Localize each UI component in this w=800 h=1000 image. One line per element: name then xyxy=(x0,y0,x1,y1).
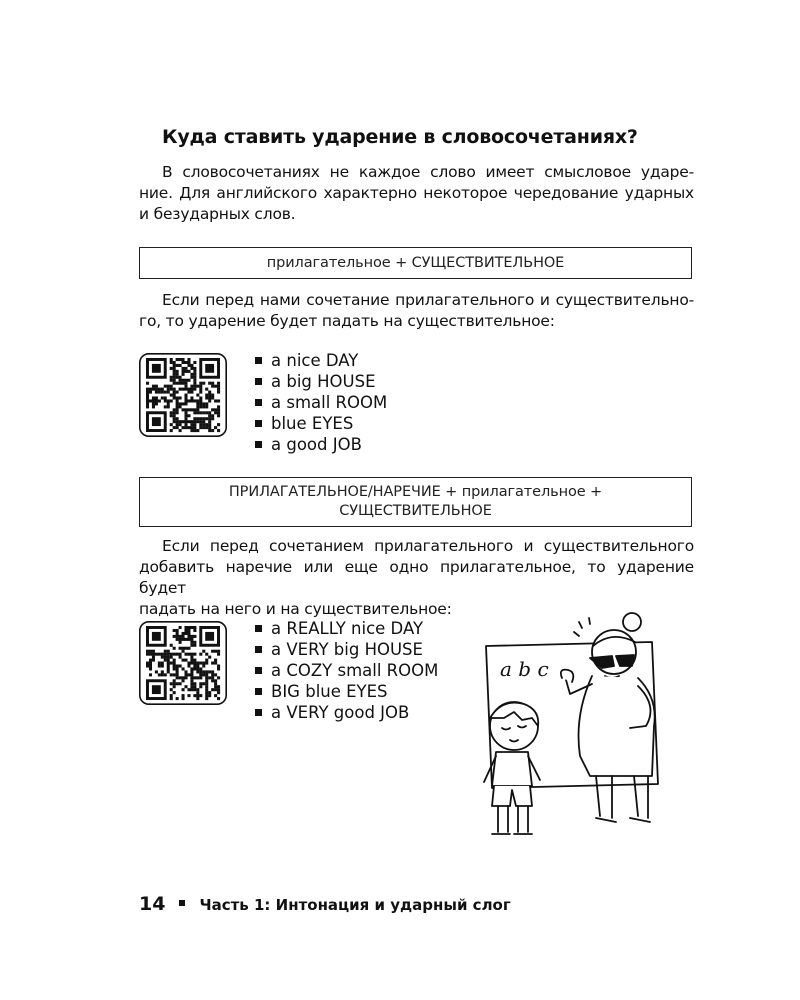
example-item: a VERY big HOUSE xyxy=(252,639,438,660)
boy-body xyxy=(492,752,532,786)
intro-line-1: В словосочетаниях не каждое слово имеет смысловое ударе- xyxy=(162,163,694,181)
example-item: a good JOB xyxy=(252,434,387,455)
intro-line-2: ние. Для английского характерно некоторое чередование ударных xyxy=(139,184,694,202)
rule-2-line-2: СУЩЕСТВИТЕЛЬНОЕ xyxy=(339,503,492,519)
footer-square-icon xyxy=(179,900,185,906)
teacher-and-boy-illustration xyxy=(462,606,677,846)
rule-1-paragraph xyxy=(139,290,694,332)
rule-1-line-2: го, то ударение будет падать на существительное: xyxy=(139,312,555,330)
example-item: a COZY small ROOM xyxy=(252,660,438,681)
board-letters: a b c xyxy=(500,657,549,681)
teacher-bun xyxy=(623,613,641,631)
example-item: a VERY good JOB xyxy=(252,702,438,723)
example-item: BIG blue EYES xyxy=(252,681,438,702)
rule-1-line-1: Если перед нами сочетание прилагательного и существительно- xyxy=(162,291,694,309)
rule-box-2 xyxy=(139,477,692,527)
example-item: a big HOUSE xyxy=(252,371,387,392)
sunglasses xyxy=(590,656,614,668)
page-number: 14 xyxy=(139,893,166,915)
qr-code-2[interactable] xyxy=(139,621,227,705)
intro-paragraph xyxy=(139,162,694,225)
rule-1-text: прилагательное + СУЩЕСТВИТЕЛЬНОЕ xyxy=(266,255,565,271)
examples-list-1 xyxy=(252,350,387,455)
qr-code-1[interactable] xyxy=(139,353,227,437)
part-title: Часть 1: Интонация и ударный слог xyxy=(199,896,511,914)
example-item: a small ROOM xyxy=(252,392,387,413)
rule-2-line-a: Если перед сочетанием прилагательного и существительного xyxy=(162,537,694,555)
rule-2-line-c: падать на него и на существительное: xyxy=(139,600,452,618)
rule-2-line-b: добавить наречие или еще одно прилагательное, то ударение будет xyxy=(139,558,694,597)
rule-box-1 xyxy=(139,247,692,279)
example-item: blue EYES xyxy=(252,413,387,434)
example-item: a REALLY nice DAY xyxy=(252,618,438,639)
examples-list-2 xyxy=(252,618,438,723)
intro-line-3: и безударных слов. xyxy=(139,205,296,223)
section-heading: Куда ставить ударение в словосочетаниях? xyxy=(162,126,638,148)
page-footer xyxy=(139,893,511,915)
example-item: a nice DAY xyxy=(252,350,387,371)
rule-2-line-1: ПРИЛАГАТЕЛЬНОЕ/НАРЕЧИЕ + прилагательное + xyxy=(228,484,603,500)
